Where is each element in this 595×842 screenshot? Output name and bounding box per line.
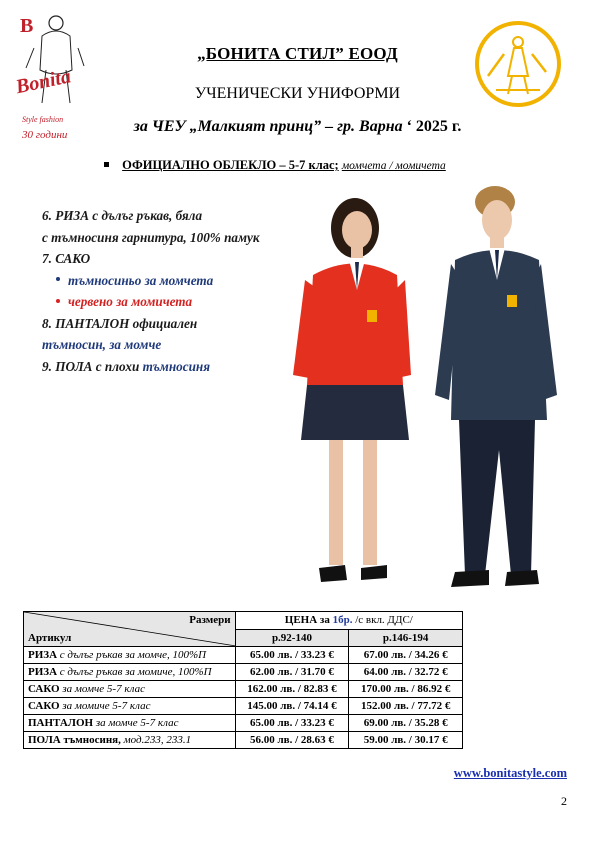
item-trousers: 8. ПАНТАЛОН официален	[42, 315, 198, 331]
school-year: ‘ 2025 г.	[406, 118, 462, 135]
logo-letter: B	[20, 15, 34, 37]
item-jacket: 7. САКО	[42, 251, 91, 266]
item-jacket-girls	[42, 291, 312, 313]
item-skirt	[42, 356, 312, 378]
logo-tagline: Style fashion	[22, 115, 64, 124]
article-desc: за момче 5-7 клас	[59, 683, 145, 695]
girl-figure	[293, 198, 411, 582]
price-cell: 65.00 лв. / 33.23 €	[235, 647, 349, 664]
article-name: ПОЛА тъмносиня,	[28, 734, 121, 746]
price-label: ЦЕНА за	[284, 614, 333, 627]
article-desc: за момиче 5-7 клас	[59, 700, 151, 712]
article-desc: с дълъг ръкав за момиче, 100%П	[57, 666, 212, 678]
article-name: ПАНТАЛОН	[28, 717, 94, 729]
article-desc: с дълъг ръкав за момче, 100%П	[57, 649, 207, 661]
table-header-row	[24, 612, 463, 630]
page-number: 2	[561, 794, 567, 808]
section-title: ОФИЦИАЛНО ОБЛЕКЛО – 5-7 клас;	[122, 158, 339, 172]
table-row	[24, 732, 463, 749]
size-col-2: р.146-194	[349, 629, 463, 647]
item-jacket-boys	[42, 270, 312, 292]
price-cell: 65.00 лв. / 33.23 €	[235, 715, 349, 732]
price-cell: 145.00 лв. / 74.14 €	[235, 698, 349, 715]
bullet-dot-icon	[56, 299, 60, 303]
section-subtitle: момчета / момичета	[341, 160, 446, 172]
sizes-label: Размери	[189, 614, 231, 626]
boy-figure	[435, 186, 557, 587]
price-unit: 1бр.	[332, 614, 353, 627]
item-jacket-girls-text: червено за момичета	[68, 294, 193, 309]
article-name: САКО	[28, 700, 60, 712]
size-col-1: р.92-140	[235, 629, 349, 647]
school-line	[0, 118, 595, 136]
logo-years: 30 години	[22, 129, 68, 141]
article-desc: за момче 5-7 клас	[93, 717, 179, 729]
item-shirt-line2: с тъмносиня гарнитура, 100% памук	[42, 229, 260, 245]
price-cell: 59.00 лв. / 30.17 €	[349, 732, 463, 749]
header-corner-cell	[24, 612, 236, 647]
bullet-icon	[104, 162, 109, 167]
website-link[interactable]: www.bonitastyle.com	[453, 766, 567, 780]
item-skirt-color: тъмносиня	[142, 358, 211, 374]
items-list	[42, 205, 312, 377]
school-name: за ЧЕУ „Малкият принц” – гр. Варна	[133, 118, 403, 135]
table-row	[24, 681, 463, 698]
bullet-dot-icon	[56, 277, 60, 281]
article-name: САКО	[28, 683, 60, 695]
price-header	[235, 612, 462, 630]
price-cell: 56.00 лв. / 28.63 €	[235, 732, 349, 749]
price-cell: 67.00 лв. / 34.26 €	[349, 647, 463, 664]
article-name: РИЗА	[28, 666, 58, 678]
company-name: „БОНИТА СТИЛ” ЕООД	[197, 44, 398, 63]
price-cell: 69.00 лв. / 35.28 €	[349, 715, 463, 732]
item-jacket-boys-text: тъмносиньо за момчета	[68, 272, 214, 288]
item-skirt-text: 9. ПОЛА с плохи	[42, 358, 143, 374]
article-name: РИЗА	[28, 649, 58, 661]
price-table	[23, 611, 463, 749]
item-shirt-line1: 6. РИЗА с дълъг ръкав, бяла	[42, 208, 203, 223]
price-cell: 162.00 лв. / 82.83 €	[235, 681, 349, 698]
table-row	[24, 715, 463, 732]
table-row	[24, 698, 463, 715]
item-trousers-desc: тъмносин, за момче	[42, 337, 162, 352]
price-cell: 62.00 лв. / 31.70 €	[235, 664, 349, 681]
price-cell: 170.00 лв. / 86.92 €	[349, 681, 463, 698]
article-label: Артикул	[28, 632, 72, 644]
price-cell: 152.00 лв. / 77.72 €	[349, 698, 463, 715]
section-heading	[104, 158, 446, 173]
document-subtitle: УЧЕНИЧЕСКИ УНИФОРМИ	[194, 85, 401, 102]
price-vat-note: /с вкл. ДДС/	[352, 614, 413, 627]
table-row	[24, 664, 463, 681]
table-row	[24, 647, 463, 664]
price-cell: 64.00 лв. / 32.72 €	[349, 664, 463, 681]
article-desc: мод.233, 233.1	[120, 734, 192, 746]
logo-brand: Bonita	[13, 65, 73, 99]
uniform-photo	[285, 180, 575, 600]
